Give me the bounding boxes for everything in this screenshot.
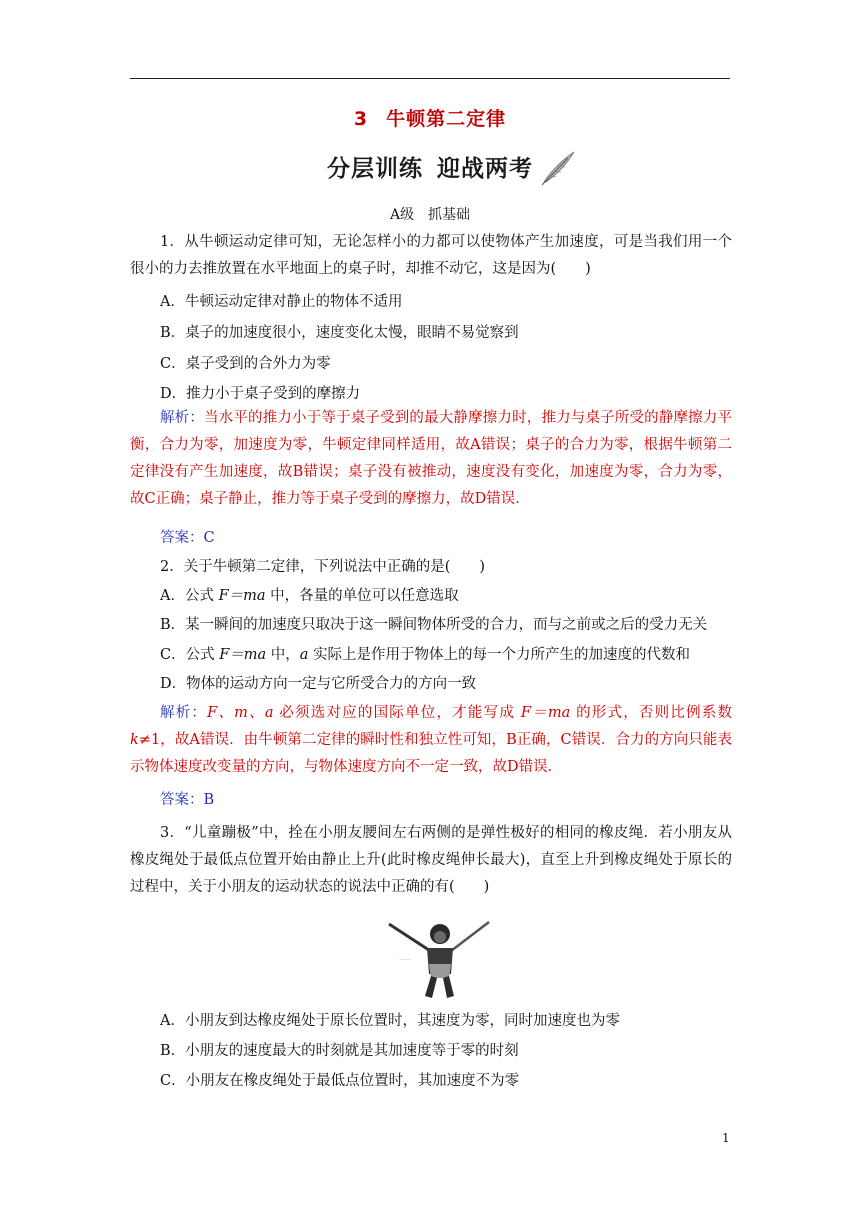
q3-option-b: B．小朋友的速度最大的时刻就是其加速度等于零的时刻 (160, 1043, 519, 1059)
section-banner (0, 150, 860, 186)
q2-option-a: A．公式 F＝ma 中，各量的单位可以任意选取 (160, 588, 459, 604)
title-number: 3 (353, 108, 369, 130)
banner-left: 分层训练 (327, 156, 423, 182)
q1-option-d: D．推力小于桌子受到的摩擦力 (160, 386, 361, 402)
q1-option-b: B．桌子的加速度很小，速度变化太慢，眼睛不易觉察到 (160, 325, 519, 341)
q1-option-c: C．桌子受到的合外力为零 (160, 356, 331, 372)
q1-option-a: A．牛顿运动定律对静止的物体不适用 (160, 294, 403, 310)
formula: F＝ma (219, 647, 267, 663)
q2-analysis-label: 解析： (160, 705, 208, 721)
feather-icon (538, 148, 578, 188)
title-text: 牛顿第二定律 (386, 108, 507, 130)
bungee-child-image (385, 912, 493, 1000)
q1-stem: 1．从牛顿运动定律可知，无论怎样小的力都可以使物体产生加速度，可是当我们用一个很小的力去推放置在水平地面上的桌子时，却推不动它，这是因为( ) (130, 234, 732, 277)
level-heading: A级 抓基础 (389, 207, 471, 223)
q1-analysis (130, 405, 732, 513)
q3-option-c: C．小朋友在橡皮绳处于最低点位置时，其加速度不为零 (160, 1073, 520, 1089)
q3-option-a: A．小朋友到达橡皮绳处于原长位置时，其速度为零，同时加速度也为零 (160, 1013, 620, 1029)
q2-answer (160, 790, 214, 810)
q2-answer-label: 答案： (160, 792, 204, 808)
q2-answer-value: B (203, 792, 215, 808)
formula: F＝ma (218, 588, 266, 604)
q2-option-d: D．物体的运动方向一定与它所受合力的方向一致 (160, 676, 477, 692)
page-title (0, 104, 860, 131)
q1-answer-value: C (203, 530, 215, 546)
q3-stem: 3．“儿童蹦极”中，拴在小朋友腰间左右两侧的是弹性极好的相同的橡皮绳．若小朋友从橡皮绳处于最低点位置开始由静止上升(此时橡皮绳伸长最大)，直至上升到橡皮绳处于原长的过程中，关于小朋友的运动状态的说法中正确的有( ) (130, 825, 732, 895)
q2-option-c: C．公式 F＝ma 中，a 实际上是作用于物体上的每一个力所产生的加速度的代数和 (160, 647, 691, 663)
q2-option-b: B．某一瞬间的加速度只取决于这一瞬间物体所受的合力，而与之前或之后的受力无关 (160, 617, 708, 633)
page-number: 1 (722, 1131, 730, 1145)
q2-stem: 2．关于牛顿第二定律，下列说法中正确的是( ) (160, 559, 486, 575)
q1-analysis-text: 当水平的推力小于等于桌子受到的最大静摩擦力时，推力与桌子所受的静摩擦力平衡，合力为零，加速度为零，牛顿定律同样适用，故A错误；桌子的合力为零，根据牛顿第二定律没有产生加速度，故B错误；桌子没有被推动，速度没有变化，加速度为零，合力为零，故C正确；桌子静止，推力等于桌子受到的摩擦力，故D错误． (130, 410, 732, 507)
header-rule (130, 78, 730, 79)
q2-analysis: 解析：F、m、a 必须选对应的国际单位，才能写成 F＝ma 的形式，否则比例系数 k≠1，故A错误．由牛顿第二定律的瞬时性和独立性可知，B正确，C错误．合力的方向只能表示物体速度改变量的方向，与物体速度方向不一定一致，故D错误． (130, 705, 733, 775)
q1-analysis-label: 解析： (160, 410, 205, 426)
banner-right: 迎战两考 (437, 156, 533, 182)
svg-text:~~~: ~~~ (399, 957, 412, 964)
q1-answer-label: 答案： (160, 530, 204, 546)
q1-answer (160, 528, 215, 548)
